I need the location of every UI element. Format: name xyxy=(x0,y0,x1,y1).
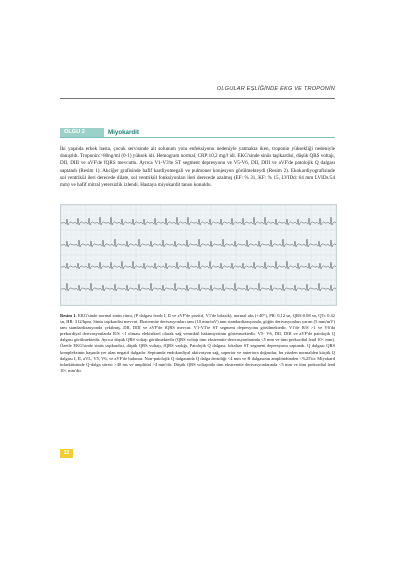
case-badge xyxy=(60,128,104,137)
caption-label: Resim 1. xyxy=(60,313,77,318)
case-body-text: İki yaşında erkek hasta, çocuk servisinde ait solunum yolu enfeksiyonu nedeniyle yatmakta iken, troponin yüksekliği nedeniyle danışıldı. Troponin:>80ng/ml (0-1) yüksek idi. Hemogram normal, CRP:10,2 mg/l idi. EKG'sinde sinüs taşikardisi, düşük QRS voltajı, DII, DIII ve aVF'de fQRS mevcuttu. Ayrıca V1-V3'te ST segment depresyonu ve V5-V6, DII, DIII ve aVF'de patolojik Q dalgası saptandı (Resim 1). Akciğer grafisinde hafif kardiyomegali ve pulmoner konjesyon görülmekteydi (Resim 2). Ekokardiyografisinde sol ventrikül ileri derecede dilate, sol ventrikül fonksiyonları ileri derecede azalmış (EF: % 31, KF: % 15, LVIDd: 64 mm LVIDs:54 mm) ve hafif mitral yetersizlik izlendi. Hastaya miyokardit tanısı konuldu. xyxy=(60,146,335,189)
caption-text: EKG'sinde normal sinüs ritmi, (P dalgası leads I, II ve aVF'de pozitif, V1'de bifazik), normal aks (+40°), PR: 0,12 sn, QRS:0.08 sn, QTc 0.42 sn, HR: 312/bpm. Sinüs taşikardisi mevcut. Ekstremite derivasyonları tam (10 mm/mV) tam standardizasyonda, göğüs derivasyonları yarım (5 mm/mV) tam standardizasyonda çekilmiş. DII, DIII ve aVF'de fQRS mevcut. V1-V3'te ST segment depresyonu görülmektedir. V1'de R/S >1 ve V6'da prekordiyal derivasyonlarda R/S <1 olması elektriksel olarak sağ ventrikül hakimiyetinin göstermektedir. V5- V6, DII, DIII ve aVF'de patolojik Q dalgası görülmektedir. Ayrıca düşük QRS voltajı görülmektedir (QRS voltajı tüm ekstremite derivasyonlarında <5 mm ve tüm prekordial lead 10< mm). Özetle EKG'sinde sinüs taşikardisi, düşük QRS voltajı, fQRS varlığı, Patolojik Q dalgası, lokalize ST segment depresyonu saptandı. Q dalgası QRS kompleksinin başında yer alan negatif dalgadır. Septumda endokardiyal aktivasyon sağ, superior ve anteriora doğrudur, bu yüzden normalden küçük Q dalgası I, II, aVL, V5, V6, ve aVF'de bulunur. Non-patolojik Q dalgasında Q dalga derinliği <4 mm ve R dalgasının amplitüdünden <%25'tir. Miyokard infarktüsünde Q-dalga süresi >40 ms ve amplitüd >4 mm'dir. Düşük QRS voltajında tüm ekstremite derivasyonlarında <5 mm ve tüm prekordial lead 10< mm'dir. xyxy=(60,313,336,373)
case-divider xyxy=(60,137,335,138)
running-header xyxy=(60,84,335,99)
running-title: OLGULAR EŞLİĞİNDE EKG VE TROPONİN xyxy=(216,86,335,92)
ecg-tracing xyxy=(61,205,336,305)
case-heading xyxy=(60,128,335,137)
ecg-image xyxy=(60,204,337,306)
case-label: OLGU 2 xyxy=(64,129,85,135)
page-number-badge xyxy=(60,449,73,458)
ecg-trace-row xyxy=(61,283,336,291)
ecg-trace-row xyxy=(61,239,336,247)
ecg-trace-row xyxy=(61,217,336,225)
figure-caption xyxy=(60,313,335,374)
page-number: 32 xyxy=(63,450,70,456)
case-title: Miyokardit xyxy=(108,129,139,136)
